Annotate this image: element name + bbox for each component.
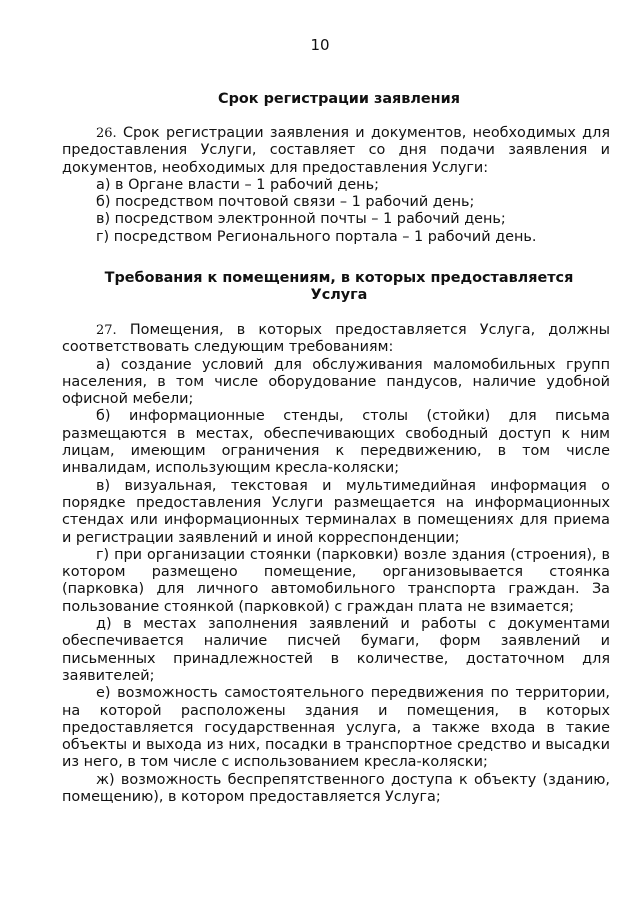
list-item bbox=[62, 772, 610, 807]
item-label: а) bbox=[96, 176, 111, 193]
list-item bbox=[62, 229, 610, 246]
page-number: 10 bbox=[310, 36, 330, 54]
item-label: б) bbox=[96, 194, 111, 211]
section-premises-requirements bbox=[62, 322, 610, 806]
list-item bbox=[62, 478, 610, 547]
paragraph-text: Срок регистрации заявления и документов, необходимых для предоставления Услуги, составляет со дня подачи заявления и документов, необходимых для предоставления Услуги: bbox=[62, 125, 610, 176]
item-label: г) bbox=[96, 546, 110, 563]
item-text: в Органе власти – 1 рабочий день; bbox=[110, 176, 379, 193]
item-text: при организации стоянки (парковки) возле здания (строения), в котором размещено помещение, организовывается стоянка (парковка) для личного автомобильного транспорта граждан. За пользование стоянкой (парковкой) с граждан плата не взимается; bbox=[62, 546, 610, 615]
item-text: создание условий для обслуживания маломобильных групп населения, в том числе оборудование пандусов, наличие удобной офисной мебели; bbox=[62, 356, 610, 408]
item-text: посредством почтовой связи – 1 рабочий день; bbox=[110, 194, 475, 211]
item-text: возможность беспрепятственного доступа к объекту (зданию, помещению), в котором предоставляется Услуга; bbox=[62, 771, 610, 806]
section-heading-premises-requirements: Требования к помещениям, в которых предоставляется Услуга bbox=[104, 270, 574, 304]
item-label: в) bbox=[96, 477, 111, 494]
list-item bbox=[62, 177, 610, 194]
section-registration-term bbox=[62, 125, 610, 246]
item-label: б) bbox=[96, 408, 111, 425]
list-item bbox=[62, 616, 610, 685]
paragraph-text: Помещения, в которых предоставляется Услуга, должны соответствовать следующим требованиям: bbox=[62, 322, 610, 356]
paragraph-number: 27. bbox=[96, 323, 117, 338]
item-text: визуальная, текстовая и мультимедийная информация о порядке предоставления Услуги размещается на информационных стендах или информационных терминалах в помещениях для приема и регистрации заявлений и иной корреспонденции; bbox=[62, 477, 610, 546]
item-label: в) bbox=[96, 211, 111, 228]
section-heading-registration-term: Срок регистрации заявления bbox=[218, 91, 460, 107]
item-text: в местах заполнения заявлений и работы с документами обеспечивается наличие писчей бумаги, форм заявлений и письменных принадлежностей в количестве, достаточном для заявителей; bbox=[62, 616, 610, 684]
item-text: информационные стенды, столы (стойки) для письма размещаются в местах, обеспечивающих свободный доступ к ним лицам, имеющим ограничения к передвижению, в том числе инвалидам, использующим кресла-коляски; bbox=[62, 408, 610, 477]
list-item bbox=[62, 194, 610, 211]
item-label: а) bbox=[96, 356, 111, 373]
item-label: ж) bbox=[96, 771, 115, 788]
item-text: посредством Регионального портала – 1 рабочий день. bbox=[109, 228, 537, 245]
list-item bbox=[62, 211, 610, 228]
item-text: возможность самостоятельного передвижения по территории, на которой расположены здания и помещения, в которых предоставляется государственная услуга, а также входа в такие объекты и выхода из них, посадки в транспортное средство и высадки из него, в том числе с использованием кресла-коляски; bbox=[62, 685, 610, 771]
item-label: д) bbox=[96, 616, 112, 633]
list-item bbox=[62, 408, 610, 477]
list-item bbox=[62, 357, 610, 409]
paragraph-27 bbox=[62, 322, 610, 357]
item-text: посредством электронной почты – 1 рабочий день; bbox=[110, 211, 506, 228]
item-label: е) bbox=[96, 685, 111, 702]
paragraph-26 bbox=[62, 125, 610, 177]
list-item bbox=[62, 547, 610, 616]
paragraph-number: 26. bbox=[96, 126, 117, 141]
list-item bbox=[62, 685, 610, 771]
item-label: г) bbox=[96, 228, 110, 245]
